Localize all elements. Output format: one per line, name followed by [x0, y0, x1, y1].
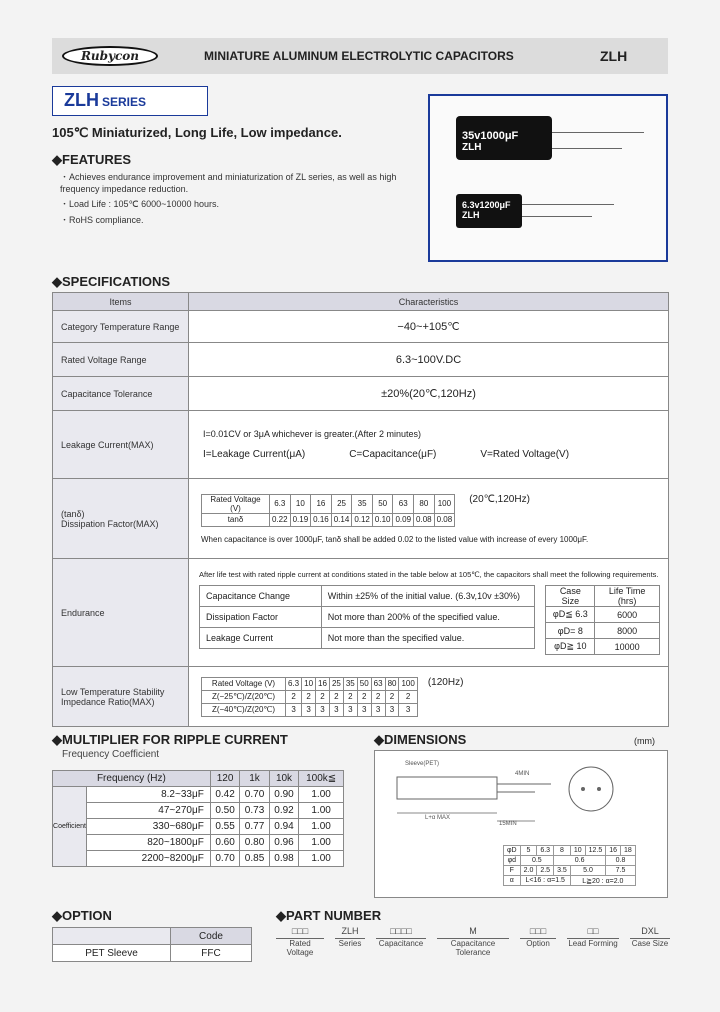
lt-value: 2 [286, 690, 302, 703]
coef: 1.00 [299, 835, 344, 851]
lt-value: 2 [399, 690, 417, 703]
lt-value: 2 [371, 690, 385, 703]
dim-cell: 5 [520, 846, 537, 856]
capacitor-large-series: ZLH [462, 142, 482, 153]
spec-label [53, 667, 189, 727]
capacitor-small-rating: 6.3v1200μF [462, 200, 511, 210]
coef: 0.96 [269, 835, 298, 851]
dimensions-title: ◆DIMENSIONS [374, 732, 467, 747]
leakage-v: V=Rated Voltage(V) [480, 449, 570, 460]
life-time: 10000 [595, 639, 660, 655]
lt-voltage: 25 [329, 677, 343, 690]
lt-label-1: Low Temperature Stability [61, 686, 165, 697]
dim-cell: 12.5 [585, 846, 606, 856]
part-label: Capacitance [378, 939, 424, 948]
dim-cell: 8 [554, 846, 571, 856]
freq: 10k [269, 771, 298, 787]
dim-cell: φd [504, 856, 521, 866]
dim-cell: 0.5 [520, 856, 553, 866]
df-value: 0.14 [331, 513, 352, 526]
leakage-formula: I=0.01CV or 3μA whichever is greater.(After 2 minutes) [203, 429, 422, 439]
top-view-circle [569, 767, 613, 811]
brand-logo: Rubycon [62, 46, 158, 66]
coef: 0.85 [240, 851, 269, 867]
end-item: Dissipation Factor [200, 607, 322, 628]
lt-value: 3 [357, 703, 371, 716]
dim-cell: L<16 : α=1.5 [520, 876, 570, 886]
case-life-table [545, 585, 660, 655]
series-name: ZLH [64, 90, 99, 110]
df-head [202, 494, 270, 513]
lt-head: Rated Voltage (V) [202, 677, 286, 690]
capacitor-body-outline [397, 777, 497, 799]
df-table [201, 494, 455, 527]
lt-value: 3 [385, 703, 399, 716]
end-value: Not more than the specified value. [321, 628, 535, 649]
option-code-head: Code [171, 928, 252, 945]
cap-range: 47~270μF [87, 803, 211, 819]
freq: 120 [210, 771, 239, 787]
dim-cell: L≧20 : α=2.0 [570, 876, 635, 886]
spec-value: −40~+105℃ [189, 311, 669, 343]
part-segment [335, 926, 365, 957]
part-segment [376, 926, 426, 957]
col-characteristics: Characteristics [189, 293, 669, 311]
df-voltage: 6.3 [270, 494, 291, 513]
lt-cell [189, 667, 669, 727]
part-label: Lead Forming [568, 939, 618, 948]
lt-value: 3 [343, 703, 357, 716]
lt-value: 2 [385, 690, 399, 703]
lead-wire [522, 204, 614, 205]
ripple-subtitle: Frequency Coefficient [62, 749, 160, 760]
df-voltage: 100 [434, 494, 455, 513]
lt-value: 3 [316, 703, 330, 716]
part-segment [520, 926, 556, 957]
cap-range: 2200~8200μF [87, 851, 211, 867]
coef: 0.94 [269, 819, 298, 835]
coef: 0.70 [210, 851, 239, 867]
terminal-dot [597, 787, 601, 791]
lt-value: 3 [399, 703, 417, 716]
coef: 0.55 [210, 819, 239, 835]
end-item: Leakage Current [200, 628, 322, 649]
part-label: Case Size [631, 939, 669, 948]
coef: 1.00 [299, 851, 344, 867]
option-title: ◆OPTION [52, 908, 112, 923]
dim-cell: 16 [606, 846, 621, 856]
lt-value: 2 [357, 690, 371, 703]
df-value: 0.16 [311, 513, 332, 526]
coef: 0.50 [210, 803, 239, 819]
coef: 0.70 [240, 787, 269, 803]
spec-label: Category Temperature Range [53, 311, 189, 343]
sleeve-label: Sleeve(PET) [405, 761, 440, 767]
ripple-table [52, 770, 344, 867]
feature-item: ・Load Life : 105℃ 6000~10000 hours. [60, 199, 219, 209]
lead-min-label: 4MIN [515, 771, 530, 777]
df-condition: (20℃,120Hz) [469, 493, 530, 505]
option-code: FFC [171, 945, 252, 962]
length-label: L+α MAX [425, 815, 450, 821]
dim-cell: 6.3 [537, 846, 554, 856]
lt-voltage: 6.3 [286, 677, 302, 690]
dim-cell: 0.6 [554, 856, 606, 866]
coef: 0.80 [240, 835, 269, 851]
coef: 0.60 [210, 835, 239, 851]
coef-label: Coefficient [53, 787, 87, 867]
lt-row-label: Z(−40℃)/Z(20℃) [202, 703, 286, 716]
lt-value: 2 [302, 690, 316, 703]
cap-range: 8.2~33μF [87, 787, 211, 803]
lt-voltage: 50 [357, 677, 371, 690]
lt-voltage: 35 [343, 677, 357, 690]
end-value: Not more than 200% of the specified value. [321, 607, 535, 628]
coef: 0.98 [269, 851, 298, 867]
lead-wire [552, 148, 622, 149]
case-size: φD≦ 6.3 [546, 607, 595, 623]
option-corner [53, 928, 171, 945]
part-segment [630, 926, 670, 957]
lt-value: 3 [286, 703, 302, 716]
coef: 0.73 [240, 803, 269, 819]
features-title: ◆FEATURES [52, 152, 132, 167]
spec-label: Rated Voltage Range [53, 343, 189, 377]
freq: 100k≦ [299, 771, 344, 787]
document-title: MINIATURE ALUMINUM ELECTROLYTIC CAPACITORS [204, 49, 514, 63]
dim-cell: 7.5 [606, 866, 636, 876]
lt-voltage: 80 [385, 677, 399, 690]
product-photo [428, 94, 668, 262]
capacitor-large [456, 116, 552, 160]
cap-range: 820~1800μF [87, 835, 211, 851]
case-size: φD≧ 10 [546, 639, 595, 655]
lt-voltage: 63 [371, 677, 385, 690]
life-time: 8000 [595, 623, 660, 639]
coef: 0.77 [240, 819, 269, 835]
spec-label: Endurance [53, 559, 189, 667]
df-row-label: tanδ [202, 513, 270, 526]
case-size: φD= 8 [546, 623, 595, 639]
capacitor-small [456, 194, 522, 228]
df-value: 0.12 [352, 513, 373, 526]
df-voltage: 25 [331, 494, 352, 513]
lt-value: 2 [316, 690, 330, 703]
lt-value: 3 [329, 703, 343, 716]
lt-row-label: Z(−25℃)/Z(20℃) [202, 690, 286, 703]
part-segment [437, 926, 509, 957]
end-value: Within ±25% of the initial value. (6.3v,10v ±30%) [321, 586, 535, 607]
coef: 1.00 [299, 819, 344, 835]
df-label-2: Dissipation Factor(MAX) [61, 518, 159, 529]
df-value: 0.09 [393, 513, 414, 526]
df-value: 0.19 [290, 513, 311, 526]
endurance-table [199, 585, 535, 649]
part-code: □□ [567, 926, 619, 939]
df-voltage: 10 [290, 494, 311, 513]
df-head-1: Rated Voltage [210, 494, 261, 504]
series-code: ZLH [600, 48, 628, 64]
series-suffix: SERIES [102, 95, 147, 109]
dimension-table [503, 845, 636, 886]
spec-label [53, 479, 189, 559]
lead-min-label: 15MIN [499, 821, 517, 827]
life-time: 6000 [595, 607, 660, 623]
lt-voltage: 10 [302, 677, 316, 690]
lt-value: 2 [343, 690, 357, 703]
part-code: □□□ [276, 926, 324, 939]
df-value: 0.08 [414, 513, 435, 526]
dim-cell: 5.0 [570, 866, 605, 876]
df-head-2: (V) [230, 503, 241, 513]
terminal-dot [581, 787, 585, 791]
part-code: DXL [630, 926, 670, 939]
leakage-i: I=Leakage Current(μA) [203, 449, 306, 460]
part-code: □□□ [520, 926, 556, 939]
df-voltage: 16 [311, 494, 332, 513]
leakage-cell [189, 411, 669, 479]
dim-cell: 2.0 [520, 866, 537, 876]
df-value: 0.22 [270, 513, 291, 526]
part-code: M [437, 926, 509, 939]
capacitor-large-rating: 35v1000μF [462, 130, 519, 142]
part-code: □□□□ [376, 926, 426, 939]
case-head: Life Time (hrs) [595, 586, 660, 607]
df-voltage: 63 [393, 494, 414, 513]
lt-condition: (120Hz) [427, 676, 464, 688]
part-segment [567, 926, 619, 957]
lt-voltage: 100 [399, 677, 417, 690]
option-name: PET Sleeve [53, 945, 171, 962]
dim-cell: 18 [621, 846, 636, 856]
part-label: Capacitance Tolerance [450, 939, 496, 957]
freq: 1k [240, 771, 269, 787]
lt-voltage: 16 [316, 677, 330, 690]
spec-label: Leakage Current(MAX) [53, 411, 189, 479]
dim-cell: 10 [570, 846, 585, 856]
coef: 0.92 [269, 803, 298, 819]
coef: 0.42 [210, 787, 239, 803]
spec-value: 6.3~100V.DC [189, 343, 669, 377]
dim-cell: 3.5 [554, 866, 571, 876]
coef: 1.00 [299, 803, 344, 819]
part-code: ZLH [335, 926, 365, 939]
freq-head: Frequency (Hz) [53, 771, 211, 787]
df-value: 0.08 [434, 513, 455, 526]
capacitor-small-series: ZLH [462, 210, 480, 220]
col-items: Items [53, 293, 189, 311]
part-label: Rated Voltage [286, 939, 314, 957]
lt-label-2: Impedance Ratio(MAX) [61, 696, 155, 707]
specifications-title: ◆SPECIFICATIONS [52, 274, 171, 289]
feature-item: ・RoHS compliance. [60, 215, 144, 225]
df-note: When capacitance is over 1000μF, tanδ shall be added 0.02 to the listed value with increase of every 1000μF. [201, 534, 589, 544]
tagline: 105℃ Miniaturized, Long Life, Low impedance. [52, 125, 342, 140]
dimensions-unit: (mm) [634, 736, 655, 746]
spec-value: ±20%(20℃,120Hz) [189, 377, 669, 411]
dim-cell: α [504, 876, 521, 886]
lead-wire [552, 132, 644, 133]
coef: 0.90 [269, 787, 298, 803]
df-voltage: 35 [352, 494, 373, 513]
df-voltage: 80 [414, 494, 435, 513]
dim-cell: 2.5 [537, 866, 554, 876]
coef: 1.00 [299, 787, 344, 803]
df-value: 0.10 [372, 513, 393, 526]
dim-cell: F [504, 866, 521, 876]
specifications-table [52, 292, 669, 727]
df-voltage: 50 [372, 494, 393, 513]
part-label: Series [338, 939, 362, 948]
dim-cell: φD [504, 846, 521, 856]
option-table [52, 927, 252, 962]
leakage-c: C=Capacitance(μF) [349, 449, 437, 460]
part-number-title: ◆PART NUMBER [276, 908, 382, 923]
feature-item: ・Achieves endurance improvement and miniaturization of ZL series, as well as high frequency impedance reduction. [60, 172, 397, 194]
end-item: Capacitance Change [200, 586, 322, 607]
part-segment [276, 926, 324, 957]
df-label-1: (tanδ) [61, 508, 85, 519]
dim-cell: 0.8 [606, 856, 636, 866]
lt-table [201, 677, 418, 717]
case-head: Case Size [546, 586, 595, 607]
df-cell [189, 479, 669, 559]
spec-label: Capacitance Tolerance [53, 377, 189, 411]
ripple-title: ◆MULTIPLIER FOR RIPPLE CURRENT [52, 732, 288, 747]
endurance-cell [189, 559, 669, 667]
lt-value: 3 [371, 703, 385, 716]
part-number-row [276, 926, 670, 957]
lt-value: 3 [302, 703, 316, 716]
endurance-note: After life test with rated ripple current at conditions stated in the table below at 105℃, the capacitors shall meet the following requirements. [199, 570, 659, 579]
cap-range: 330~680μF [87, 819, 211, 835]
dimension-drawing [374, 750, 668, 898]
part-label: Option [526, 939, 550, 948]
lt-value: 2 [329, 690, 343, 703]
lead-wire [522, 216, 592, 217]
